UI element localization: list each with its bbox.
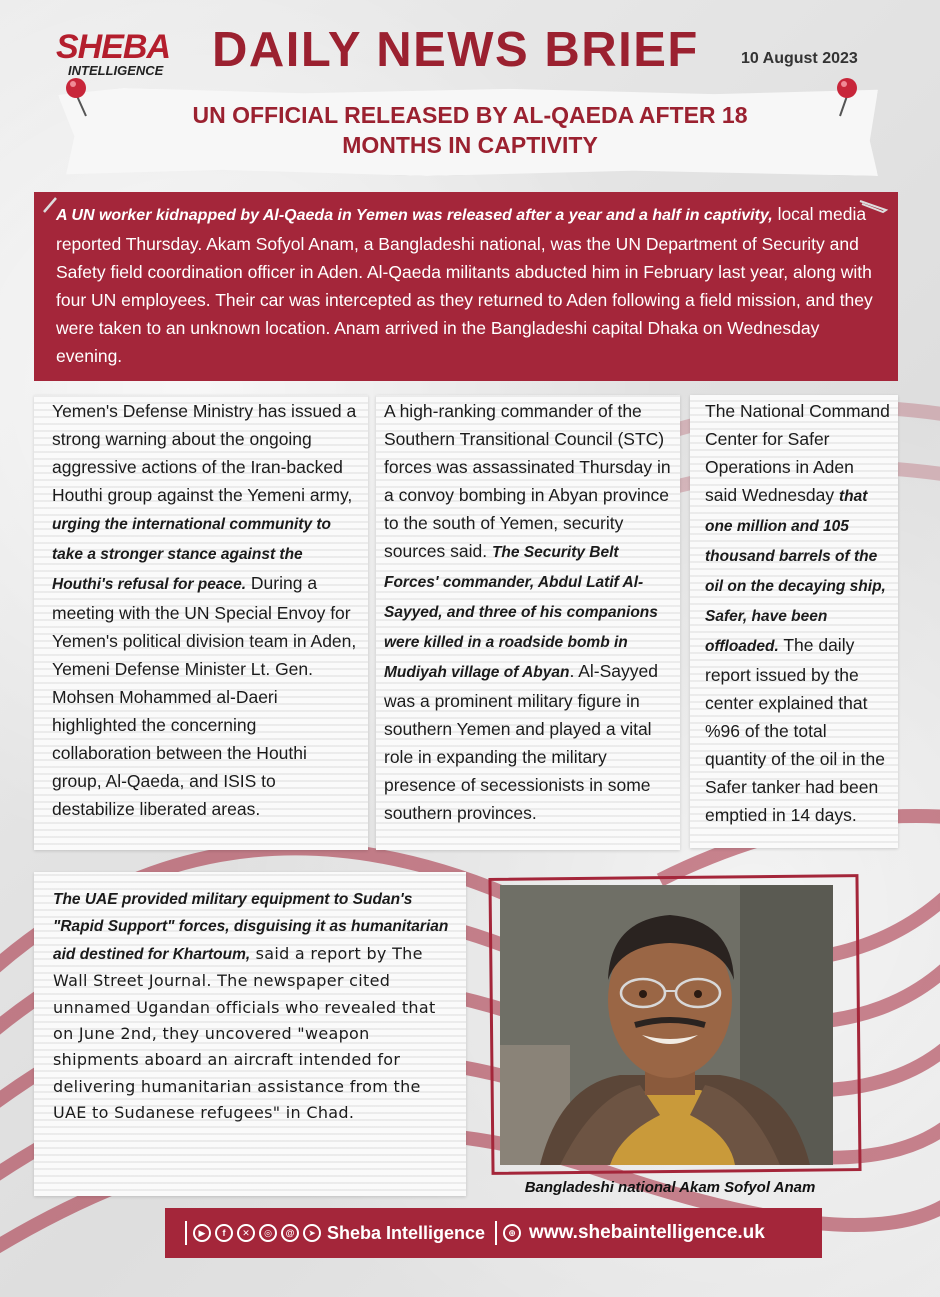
- x-icon[interactable]: ✕: [237, 1224, 255, 1242]
- headline-line-1: UN OFFICIAL RELEASED BY AL-QAEDA AFTER 18: [192, 102, 748, 128]
- story-text: said a report by The Wall Street Journal. The newspaper cited unnamed Ugandan officials who revealed that on June 2nd, they uncovered "weapon shipments aboard an aircraft intended for delivering humanitarian assistance from the UAE to Sudanese refugees" in Chad.: [53, 943, 436, 1123]
- story-uae-sudan: [34, 872, 466, 1196]
- pushpin-icon: [62, 74, 92, 118]
- headline: [120, 100, 820, 160]
- telegram-icon[interactable]: ➤: [303, 1224, 321, 1242]
- lead-bold: A UN worker kidnapped by Al-Qaeda in Yemen was released after a year and a half in captivity,: [56, 207, 773, 224]
- instagram-icon[interactable]: ◎: [259, 1224, 277, 1242]
- story-text: . Al-Sayyed was a prominent military figure in southern Yemen and played a vital role in expanding the military presence of secessionists in some southern provinces.: [384, 661, 658, 823]
- story-text: Yemen's Defense Ministry has issued a strong warning about the ongoing aggressive actions of the Iran-backed Houthi group against the Yemeni army,: [52, 401, 357, 505]
- story-bold: urging the international community to take a stronger stance against the Houthi's refusal for peace.: [52, 516, 331, 593]
- issue-date: 10 August 2023: [741, 50, 858, 67]
- globe-icon: ⊕: [503, 1224, 521, 1242]
- logo-main-text: SHEBA: [56, 28, 171, 66]
- headline-line-2: MONTHS IN CAPTIVITY: [342, 132, 598, 158]
- story-text: A high-ranking commander of the Southern Transitional Council (STC) forces was assassinated Thursday in a convoy bombing in Abyan province to the south of Yemen, security sources said.: [384, 401, 671, 561]
- sheba-logo: [56, 30, 196, 80]
- threads-icon[interactable]: @: [281, 1224, 299, 1242]
- divider: [185, 1221, 187, 1245]
- story-text: The daily report issued by the center explained that %96 of the total quantity of the oil in the Safer tanker had been emptied in 14 days.: [705, 635, 885, 825]
- portrait-photo: [500, 885, 833, 1165]
- facebook-icon[interactable]: f: [215, 1224, 233, 1242]
- page-title: DAILY NEWS BRIEF: [212, 23, 699, 77]
- paperclip-icon: [42, 196, 60, 214]
- website-link[interactable]: www.shebaintelligence.uk: [529, 1222, 765, 1243]
- divider: [495, 1221, 497, 1245]
- logo-sub-text: INTELLIGENCE: [68, 63, 164, 78]
- story-text: The National Command Center for Safer Operations in Aden said Wednesday: [705, 401, 890, 505]
- story-text: During a meeting with the UN Special Envoy for Yemen's political division team in Aden, Yemeni Defense Minister Lt. Gen. Mohsen Mohammed al-Daeri highlighted the concerning collaboration between the Houthi group, Al-Qaeda, and ISIS to destabilize liberated areas.: [52, 573, 357, 819]
- story-bold: that one million and 105 thousand barrels of the oil on the decaying ship, Safer, have been offloaded.: [705, 488, 886, 655]
- story-bold: The Security Belt Forces' commander, Abdul Latif Al-Sayyed, and three of his companions were killed in a roadside bomb in Mudiyah village of Abyan: [384, 544, 658, 681]
- story-stc-commander: [376, 395, 680, 850]
- story-bold: The UAE provided military equipment to Sudan's "Rapid Support" forces, disguising it as humanitarian aid destined for Khartoum,: [53, 891, 449, 963]
- story-safer-tanker: [690, 395, 898, 848]
- footer-bar: [165, 1208, 822, 1258]
- photo-caption: Bangladeshi national Akam Sofyol Anam: [524, 1179, 816, 1196]
- youtube-icon[interactable]: ▶: [193, 1224, 211, 1242]
- story-defense-ministry: [34, 395, 368, 850]
- portrait-illustration: [500, 885, 833, 1165]
- lead-story: [34, 192, 898, 381]
- lead-text: local media reported Thursday. Akam Sofyol Anam, a Bangladeshi national, was the UN Department of Security and Safety field coordination officer in Aden. Al-Qaeda militants abducted him in February last year, along with four UN employees. Their car was intercepted as they returned to Aden following a field mission, and they were taken to an unknown location. Anam arrived in the Bangladeshi capital Dhaka on Wednesday evening.: [56, 204, 873, 366]
- paperclip-icon: [858, 198, 890, 214]
- pushpin-icon: [832, 74, 862, 118]
- footer-brand-link[interactable]: Sheba Intelligence: [327, 1222, 486, 1243]
